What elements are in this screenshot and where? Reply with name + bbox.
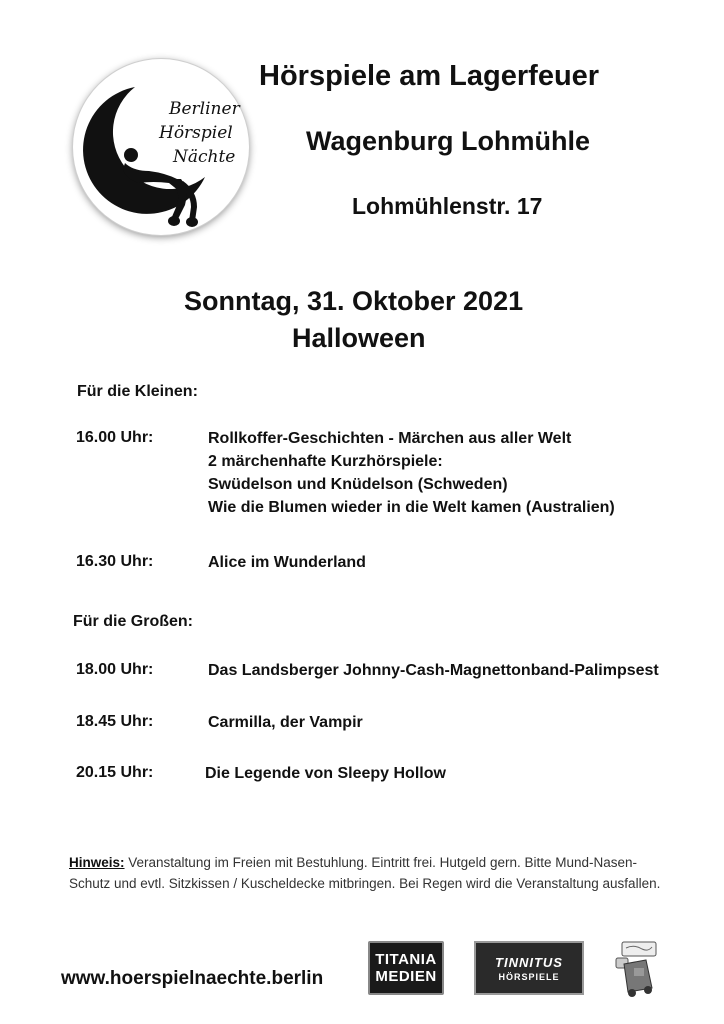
notice-label: Hinweis: [69, 855, 125, 870]
program-title: 2 märchenhafte Kurzhörspiele: [208, 453, 443, 470]
logo-text-hoerspiel: Hörspiel [159, 123, 233, 143]
program-title: Das Landsberger Johnny-Cash-Magnettonband-Palimpsest [208, 662, 659, 679]
event-occasion: Halloween [292, 323, 426, 353]
mascot-icon [612, 938, 660, 998]
program-title: Carmilla, der Vampir [208, 714, 363, 731]
program-time: 18.45 Uhr: [76, 713, 154, 730]
website-url: www.hoerspielnaechte.berlin [61, 968, 324, 989]
tinnitus-logo-line: HÖRSPIELE [498, 971, 560, 982]
program-title: Swüdelson und Knüdelson (Schweden) [208, 476, 508, 493]
tinnitus-hoerspiele-logo [474, 941, 584, 995]
program-time: 16.00 Uhr: [76, 429, 154, 446]
program-time: 18.00 Uhr: [76, 661, 154, 678]
page-title: Hörspiele am Lagerfeuer [259, 60, 600, 92]
venue-address: Lohmühlenstr. 17 [352, 193, 543, 219]
program-time: 20.15 Uhr: [76, 764, 154, 781]
titania-medien-logo [368, 941, 444, 995]
program-title: Wie die Blumen wieder in die Welt kamen (Australien) [208, 499, 615, 516]
program-title: Die Legende von Sleepy Hollow [205, 765, 446, 782]
section-heading-adults: Für die Großen: [73, 613, 193, 630]
venue-name: Wagenburg Lohmühle [306, 126, 590, 156]
titania-logo-line: TITANIA [375, 951, 437, 968]
notice-paragraph [69, 852, 669, 894]
program-title: Rollkoffer-Geschichten - Märchen aus aller Welt [208, 430, 572, 447]
tinnitus-logo-line: TINNITUS [495, 954, 563, 970]
event-date: Sonntag, 31. Oktober 2021 [184, 286, 524, 316]
logo-text-naechte: Nächte [173, 147, 236, 167]
berliner-hoerspiel-naechte-logo [73, 59, 249, 235]
program-title: Alice im Wunderland [208, 554, 366, 571]
titania-logo-line: MEDIEN [375, 968, 437, 985]
program-time: 16.30 Uhr: [76, 553, 154, 570]
notice-text: Veranstaltung im Freien mit Bestuhlung. Eintritt frei. Hutgeld gern. Bitte Mund-Nasen-Schutz und evtl. Sitzkissen / Kuscheldecke mitbringen. Bei Regen wird die Veranstaltung ausfallen. [69, 855, 661, 891]
logo-text-berliner: Berliner [169, 99, 240, 119]
section-heading-kids: Für die Kleinen: [77, 383, 198, 400]
program-entry [208, 427, 615, 519]
